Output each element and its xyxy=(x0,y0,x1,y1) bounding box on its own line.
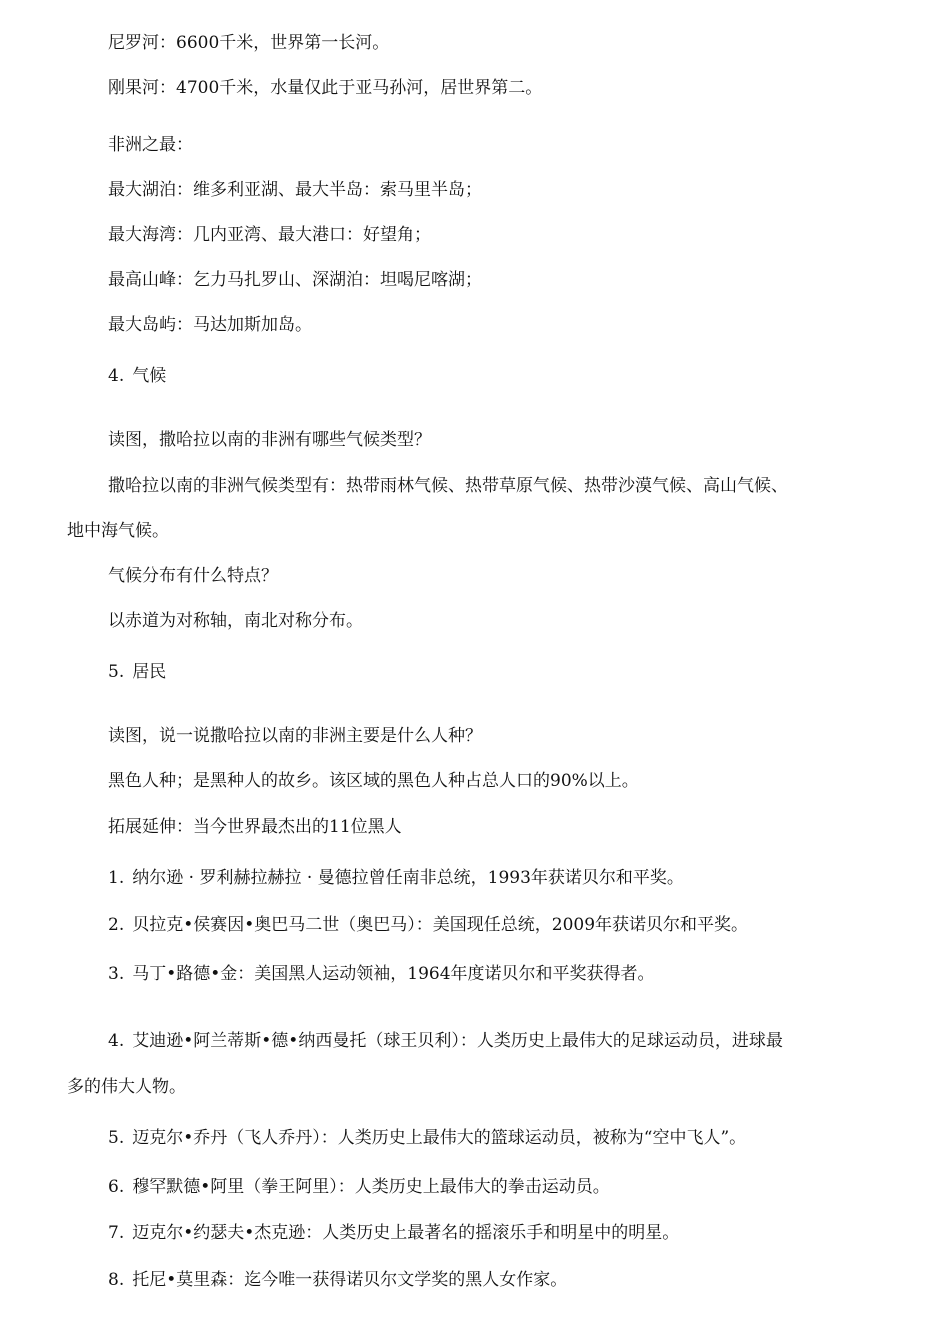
nile-river-line: 尼罗河：6600千米，世界第一长河。 xyxy=(108,33,390,53)
list-number: 4. xyxy=(108,1031,125,1051)
list-number: 5. xyxy=(108,1128,125,1148)
list-number: 2. xyxy=(108,915,125,935)
section-number: 4. xyxy=(108,366,125,386)
person-list-item xyxy=(108,913,748,937)
list-text: 穆罕默德•阿里（拳王阿里）：人类历史上最伟大的拳击运动员。 xyxy=(132,1177,610,1197)
list-text: 艾迪逊•阿兰蒂斯•德•纳西曼托（球王贝利）：人类历史上最伟大的足球运动员，进球最 xyxy=(132,1031,783,1051)
person-list-item xyxy=(108,866,684,890)
section-title: 气候 xyxy=(132,366,167,386)
list-text: 马丁•路德•金：美国黑人运动领袖，1964年度诺贝尔和平奖获得者。 xyxy=(132,964,655,984)
person-list-item-continued: 多的伟大人物。 xyxy=(67,1077,186,1097)
list-text: 贝拉克•侯赛因•奥巴马二世（奥巴马）：美国现任总统，2009年获诺贝尔和平奖。 xyxy=(132,915,749,935)
residents-question: 读图，说一说撒哈拉以南的非洲主要是什么人种？ xyxy=(108,726,482,746)
person-list-item xyxy=(108,1126,746,1150)
climate-answer-2: 以赤道为对称轴，南北对称分布。 xyxy=(108,611,363,631)
list-number: 6. xyxy=(108,1177,125,1197)
person-list-item xyxy=(108,1029,783,1053)
africa-records-heading: 非洲之最： xyxy=(108,135,193,155)
list-text: 迈克尔•乔丹（飞人乔丹）：人类历史上最伟大的篮球运动员，被称为“空中飞人”。 xyxy=(132,1128,747,1148)
list-text: 托尼•莫里森：迄今唯一获得诺贝尔文学奖的黑人女作家。 xyxy=(132,1270,568,1290)
extension-heading: 拓展延伸：当今世界最杰出的11位黑人 xyxy=(108,817,402,837)
residents-answer: 黑色人种；是黑种人的故乡。该区域的黑色人种占总人口的90%以上。 xyxy=(108,771,639,791)
list-text: 迈克尔•约瑟夫•杰克逊：人类历史上最著名的摇滚乐手和明星中的明星。 xyxy=(132,1223,680,1243)
congo-river-line: 刚果河：4700千米，水量仅此于亚马孙河，居世界第二。 xyxy=(108,78,543,98)
person-list-item xyxy=(108,1268,567,1292)
list-number: 8. xyxy=(108,1270,125,1290)
africa-record-item: 最大岛屿：马达加斯加岛。 xyxy=(108,315,312,335)
climate-answer-1: 撒哈拉以南的非洲气候类型有：热带雨林气候、热带草原气候、热带沙漠气候、高山气候、 xyxy=(108,476,788,496)
climate-question-2: 气候分布有什么特点？ xyxy=(108,566,278,586)
climate-question-1: 读图，撒哈拉以南的非洲有哪些气候类型？ xyxy=(108,430,431,450)
climate-answer-1-continued: 地中海气候。 xyxy=(67,521,169,541)
list-number: 7. xyxy=(108,1223,125,1243)
person-list-item xyxy=(108,1175,610,1199)
list-number: 1. xyxy=(108,868,125,888)
person-list-item xyxy=(108,1221,679,1245)
africa-record-item: 最高山峰：乞力马扎罗山、深湖泊：坦喝尼喀湖； xyxy=(108,270,482,290)
section-number: 5. xyxy=(108,662,125,682)
climate-section-heading xyxy=(108,364,166,388)
person-list-item xyxy=(108,962,655,986)
section-title: 居民 xyxy=(132,662,167,682)
residents-section-heading xyxy=(108,660,166,684)
list-text: 纳尔逊 · 罗利赫拉赫拉 · 曼德拉曾任南非总统，1993年获诺贝尔和平奖。 xyxy=(132,868,684,888)
africa-record-item: 最大海湾：几内亚湾、最大港口：好望角； xyxy=(108,225,431,245)
list-number: 3. xyxy=(108,964,125,984)
africa-record-item: 最大湖泊：维多利亚湖、最大半岛：索马里半岛； xyxy=(108,180,482,200)
